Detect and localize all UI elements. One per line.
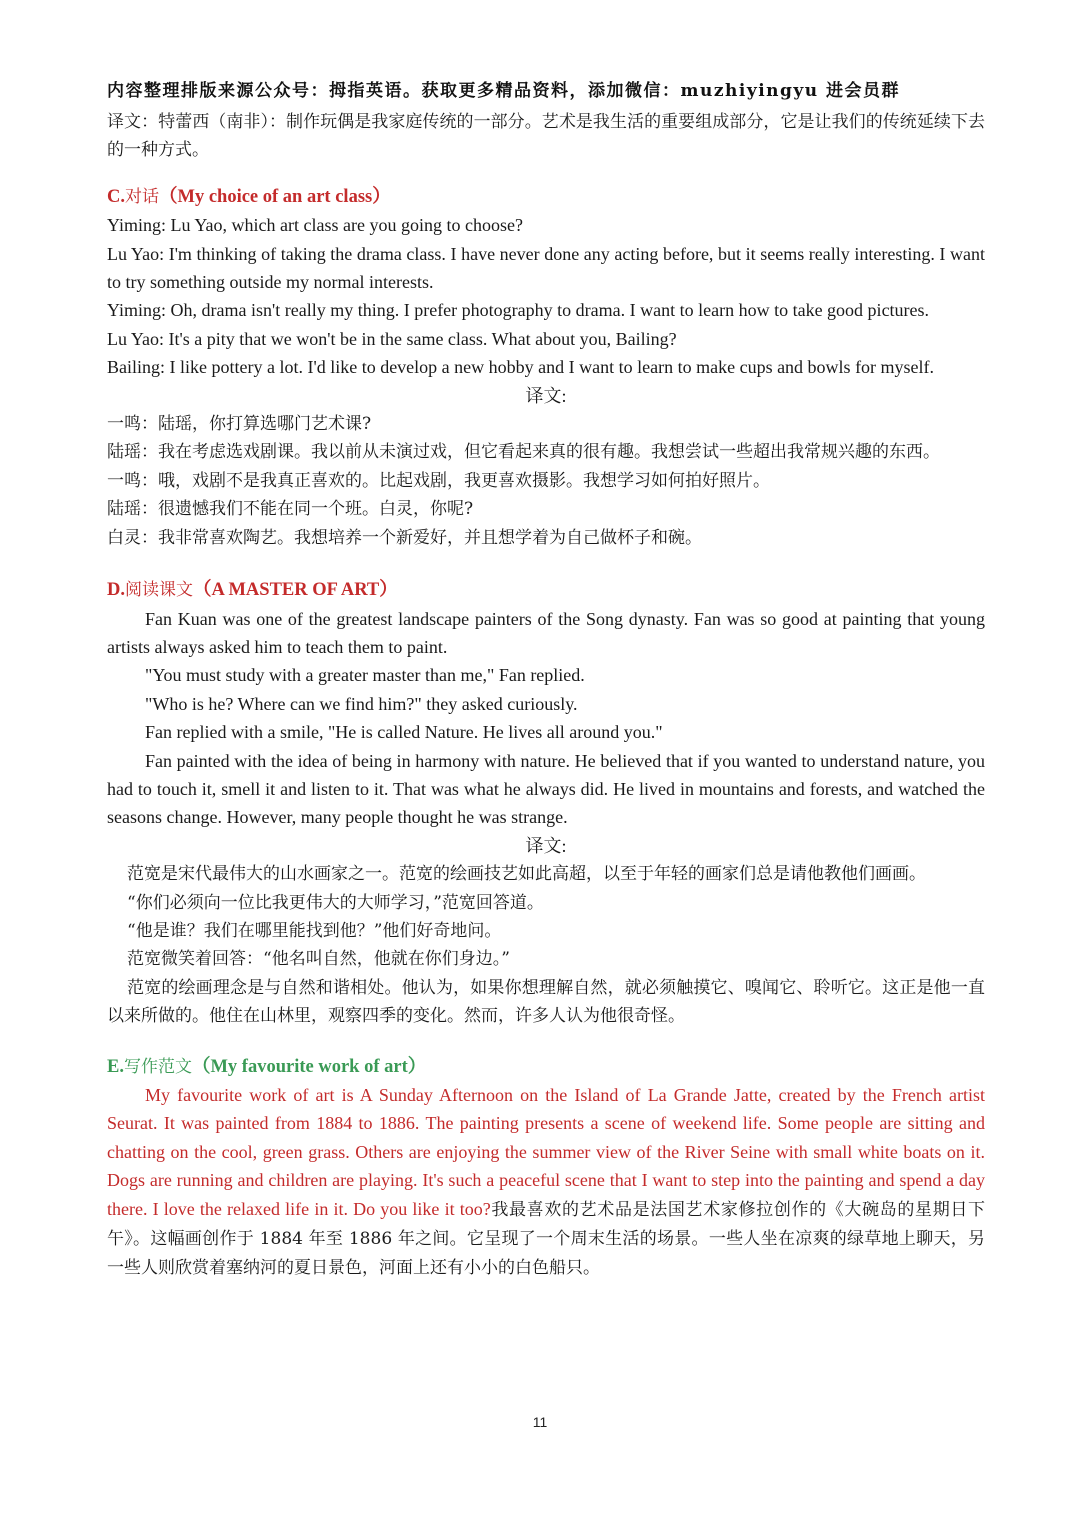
reading-translation-paragraph: 范宽微笑着回答：“他名叫自然，他就在你们身边。” bbox=[127, 949, 510, 970]
model-essay bbox=[107, 1081, 985, 1283]
source-note: 内容整理排版来源公众号：拇指英语。获取更多精品资料，添加微信：muzhiyingyu 进会员群 bbox=[107, 81, 901, 101]
section-e-heading: E.写作范文（My favourite work of art） bbox=[107, 1056, 427, 1077]
dialogue-line: Lu Yao: It's a pity that we won't be in the same class. What about you, Bailing? bbox=[107, 328, 677, 349]
reading-paragraph: Fan painted with the idea of being in harmony with nature. He believed that if you wanted to understand nature, you had to touch it, smell it and listen to it. That was what he always did. He lived in mountains and forests, and watched the seasons change. However, many people thought he was strange. bbox=[107, 750, 985, 828]
tracy-translation: 译文：特蕾西（南非）：制作玩偶是我家庭传统的一部分。艺术是我生活的重要组成部分，它是让我们的传统延续下去的一种方式。 bbox=[107, 112, 985, 161]
translation-label: 译文: bbox=[525, 835, 567, 856]
dialogue-translation-line: 一鸣：哦，戏剧不是我真正喜欢的。比起戏剧，我更喜欢摄影。我想学习如何拍好照片。 bbox=[107, 470, 770, 491]
dialogue-line: Lu Yao: I'm thinking of taking the drama class. I have never done any acting before, but it seems really interesting. I want to try something outside my normal interests. bbox=[107, 243, 985, 293]
reading-translation-paragraph: “你们必须向一位比我更伟大的大师学习，”范宽回答道。 bbox=[127, 892, 544, 913]
reading-paragraph: "You must study with a greater master than me," Fan replied. bbox=[145, 665, 585, 686]
dialogue-line: Yiming: Lu Yao, which art class are you going to choose? bbox=[107, 215, 523, 236]
model-essay-english: My favourite work of art is A Sunday Afternoon on the Island of La Grande Jatte, created by the French artist Seurat. It was painted from 1884 to 1886. The painting presents a scene of weekend life. Some people are sitting and chatting on the cool, green grass. Others are enjoying the summer view of the River Seine with small white boats on it. Dogs are running and children are playing. It's such a peaceful scene that I want to step into the painting and spend a day there. I love the relaxed life in it. Do you like it too? bbox=[107, 1085, 985, 1219]
reading-translation-paragraph: “他是谁？我们在哪里能找到他？”他们好奇地问。 bbox=[127, 920, 502, 941]
dialogue-line: Bailing: I like pottery a lot. I'd like to develop a new hobby and I want to learn to make cups and bowls for myself. bbox=[107, 357, 935, 378]
dialogue-translation-line: 白灵：我非常喜欢陶艺。我想培养一个新爱好，并且想学着为自己做杯子和碗。 bbox=[107, 527, 702, 548]
dialogue-line: Yiming: Oh, drama isn't really my thing. I prefer photography to drama. I want to learn how to take good pictures. bbox=[107, 300, 930, 321]
section-c-heading: C.对话（My choice of an art class） bbox=[107, 186, 391, 207]
dialogue-translation-line: 陆瑶：我在考虑选戏剧课。我以前从未演过戏，但它看起来真的很有趣。我想尝试一些超出我常规兴趣的东西。 bbox=[107, 442, 940, 463]
section-d-heading: D.阅读课文（A MASTER OF ART） bbox=[107, 580, 398, 601]
reading-translation-paragraph: 范宽的绘画理念是与自然和谐相处。他认为，如果你想理解自然，就必须触摸它、嗅闻它、聆听它。这正是他一直以来所做的。他住在山林里，观察四季的变化。然而，许多人认为他很奇怪。 bbox=[107, 977, 985, 1027]
reading-paragraph: Fan Kuan was one of the greatest landscape painters of the Song dynasty. Fan was so good at painting that young artists always asked him to teach them to paint. bbox=[107, 608, 985, 657]
dialogue-translation-line: 陆瑶：很遗憾我们不能在同一个班。白灵，你呢? bbox=[107, 499, 474, 520]
model-essay-translation: 我最喜欢的艺术品是法国艺术家修拉创作的《大碗岛的星期日下午》。这幅画创作于 1884 年至 1886 年之间。它呈现了一个周末生活的场景。一些人坐在凉爽的绿草地上聊天，另一些人则欣赏着塞纳河的夏日景色，河面上还有小小的白色船只。 bbox=[107, 1199, 985, 1279]
reading-translation-paragraph: 范宽是宋代最伟大的山水画家之一。范宽的绘画技艺如此高超，以至于年轻的画家们总是请他教他们画画。 bbox=[127, 864, 926, 885]
reading-paragraph: Fan replied with a smile, "He is called Nature. He lives all around you." bbox=[145, 722, 663, 743]
page-number: 11 bbox=[532, 1414, 548, 1430]
document-page bbox=[107, 76, 985, 1283]
translation-label: 译文: bbox=[525, 385, 567, 406]
reading-paragraph: "Who is he? Where can we find him?" they asked curiously. bbox=[145, 693, 578, 714]
dialogue-translation-line: 一鸣：陆瑶，你打算选哪门艺术课? bbox=[107, 414, 372, 435]
